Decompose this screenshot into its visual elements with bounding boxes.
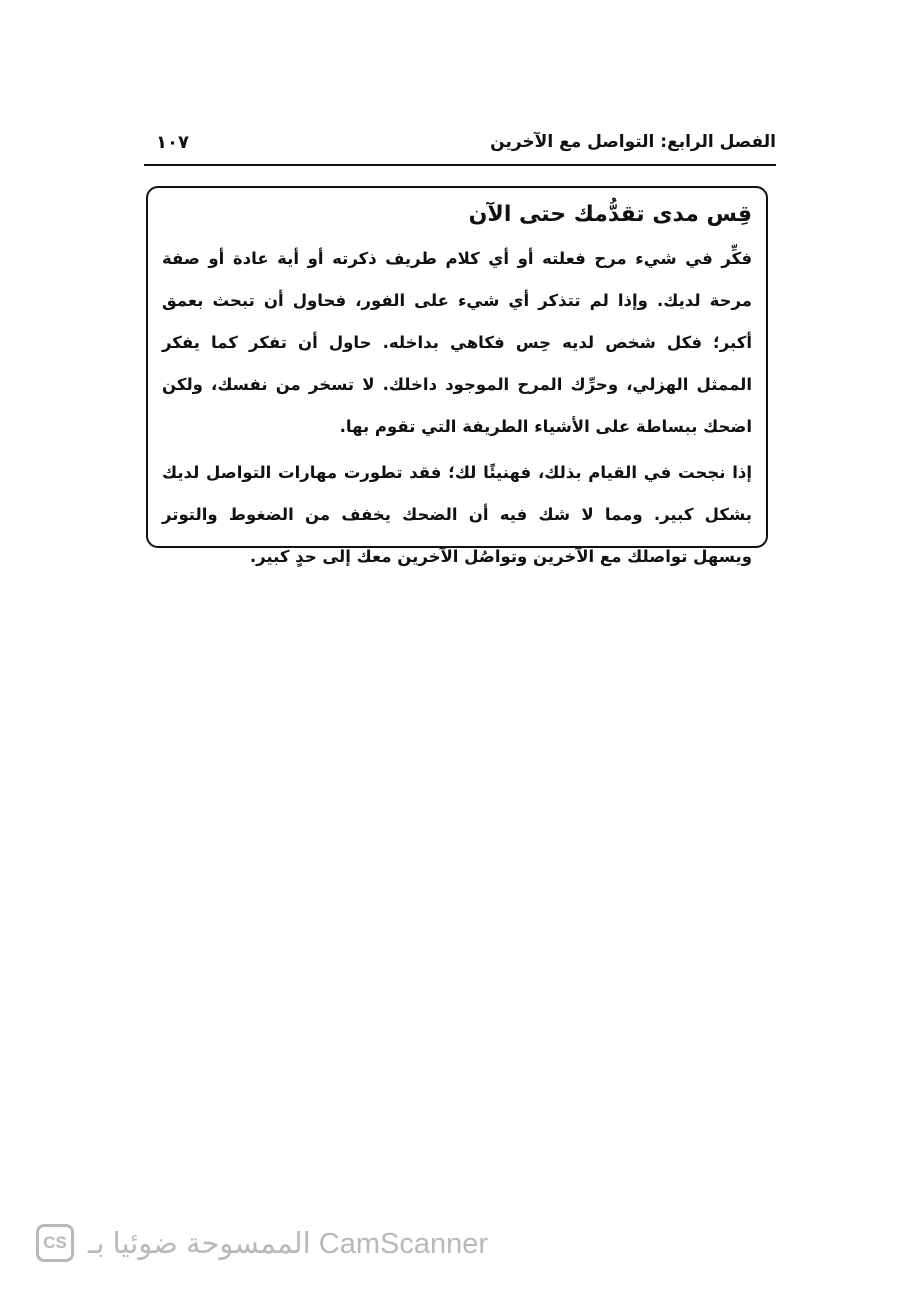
progress-box <box>146 186 768 566</box>
watermark-text: الممسوحة ضوئيا بـ CamScanner <box>88 1227 489 1260</box>
page-header <box>148 128 776 164</box>
page-number: ١٠٧ <box>156 132 189 153</box>
camscanner-logo-icon: CS <box>36 1224 74 1262</box>
box-paragraph-2: إذا نجحت في القيام بذلك، فهنيئًا لك؛ فقد تطورت مهارات التواصل لديك بشكل كبير. ومما لا شك فيه أن الضحك يخفف من الضغوط والتوتر ويسهل تواصلك مع الآخرين وتواصُل الآخرين معك إلى حدٍ كبير. <box>162 463 752 566</box>
header-divider <box>144 164 776 166</box>
box-paragraph-1: فكِّر في شيء مرح فعلته أو أي كلام طريف ذكرته أو أية عادة أو صفة مرحة لديك. وإذا لم تتذكر أي شيء على الفور، فحاول أن تبحث بعمق أكبر؛ فكل شخص لديه حِس فكاهي بداخله. حاول أن تفكر كما يفكر الممثل الهزلي، وحرِّك المرح الموجود داخلك. لا تسخر من نفسك، ولكن اضحك ببساطة على الأشياء الطريفة التي تقوم بها. <box>162 249 752 436</box>
box-title: قِس مدى تقدُّمك حتى الآن <box>468 202 752 227</box>
chapter-title: الفصل الرابع: التواصل مع الآخرين <box>490 132 776 152</box>
camscanner-watermark <box>36 1220 556 1266</box>
